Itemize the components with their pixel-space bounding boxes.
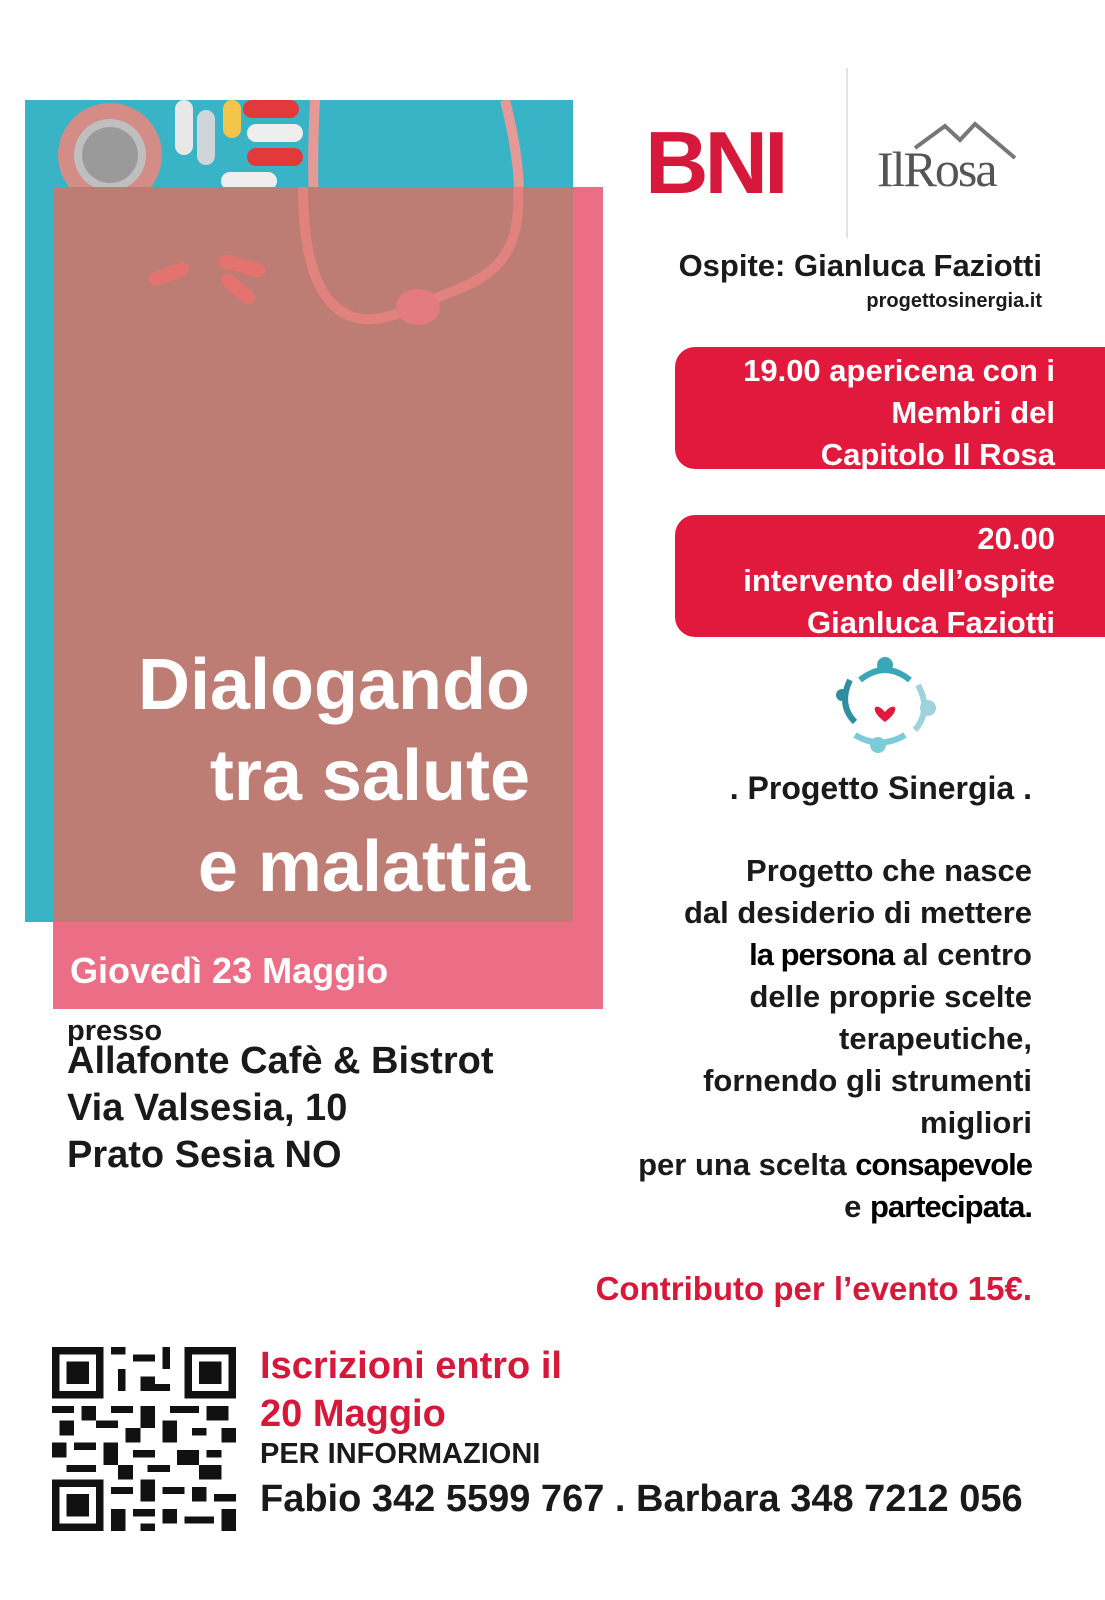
logo-divider <box>846 68 848 238</box>
project-title: . Progetto Sinergia . <box>729 770 1032 806</box>
bni-logo: BNI <box>645 113 785 212</box>
desc-line: migliori <box>920 1105 1032 1140</box>
desc-line: terapeutiche, <box>839 1021 1032 1056</box>
stethoscope-tube-illustration <box>53 187 573 347</box>
progetto-sinergia-logo-icon <box>830 650 940 760</box>
schedule-line: Capitolo Il Rosa <box>820 437 1055 472</box>
desc-line <box>512 1186 1032 1228</box>
event-contribution: Contributo per l’evento 15€. <box>595 1270 1032 1307</box>
registration-deadline-line1: Iscrizioni entro il <box>260 1345 562 1387</box>
event-date: Giovedì 23 Maggio <box>70 950 389 991</box>
venue-name: Allafonte Cafè & Bistrot <box>67 1040 494 1082</box>
desc-line <box>512 934 1032 976</box>
ilrosa-logo: IlRosa <box>877 141 996 197</box>
desc-text: e <box>844 1189 870 1224</box>
schedule-line: 20.00 <box>977 521 1055 556</box>
schedule-item-intervento <box>675 515 1105 640</box>
desc-line <box>512 1144 1032 1186</box>
highlight-persona: la persona <box>749 937 895 972</box>
desc-line: Progetto che nasce <box>746 853 1032 888</box>
venue-street: Via Valsesia, 10 <box>67 1087 348 1129</box>
event-title-line: e malattia <box>197 827 530 907</box>
schedule-item-apericena <box>675 347 1105 472</box>
guest-label: Ospite: Gianluca Faziotti <box>678 248 1042 283</box>
desc-line: delle proprie scelte <box>749 979 1032 1014</box>
guest-website: progettosinergia.it <box>866 290 1042 312</box>
venue-city: Prato Sesia NO <box>67 1134 342 1176</box>
schedule-line: 19.00 apericena con i <box>743 353 1055 388</box>
contact-phones: Fabio 342 5599 767 . Barbara 348 7212 056 <box>260 1478 1023 1520</box>
qr-code[interactable] <box>52 1347 236 1531</box>
schedule-line: intervento dell’ospite <box>743 563 1055 598</box>
info-label: PER INFORMAZIONI <box>260 1438 541 1470</box>
desc-line: dal desiderio di mettere <box>684 895 1032 930</box>
registration-deadline-line2: 20 Maggio <box>260 1393 446 1435</box>
schedule-line: Gianluca Faziotti <box>806 605 1055 640</box>
project-description <box>512 850 1032 1228</box>
desc-line: fornendo gli strumenti <box>703 1063 1032 1098</box>
event-title-line: tra salute <box>209 736 530 816</box>
highlight-partecipata: partecipata. <box>869 1189 1032 1224</box>
venue-prefix: presso <box>67 1015 163 1047</box>
desc-text: al centro <box>894 937 1032 972</box>
highlight-consapevole: consapevole <box>855 1147 1032 1182</box>
event-title <box>70 640 530 913</box>
desc-text: per una scelta <box>638 1147 856 1182</box>
schedule-line: Membri del <box>891 395 1055 430</box>
event-title-line: Dialogando <box>138 645 530 725</box>
